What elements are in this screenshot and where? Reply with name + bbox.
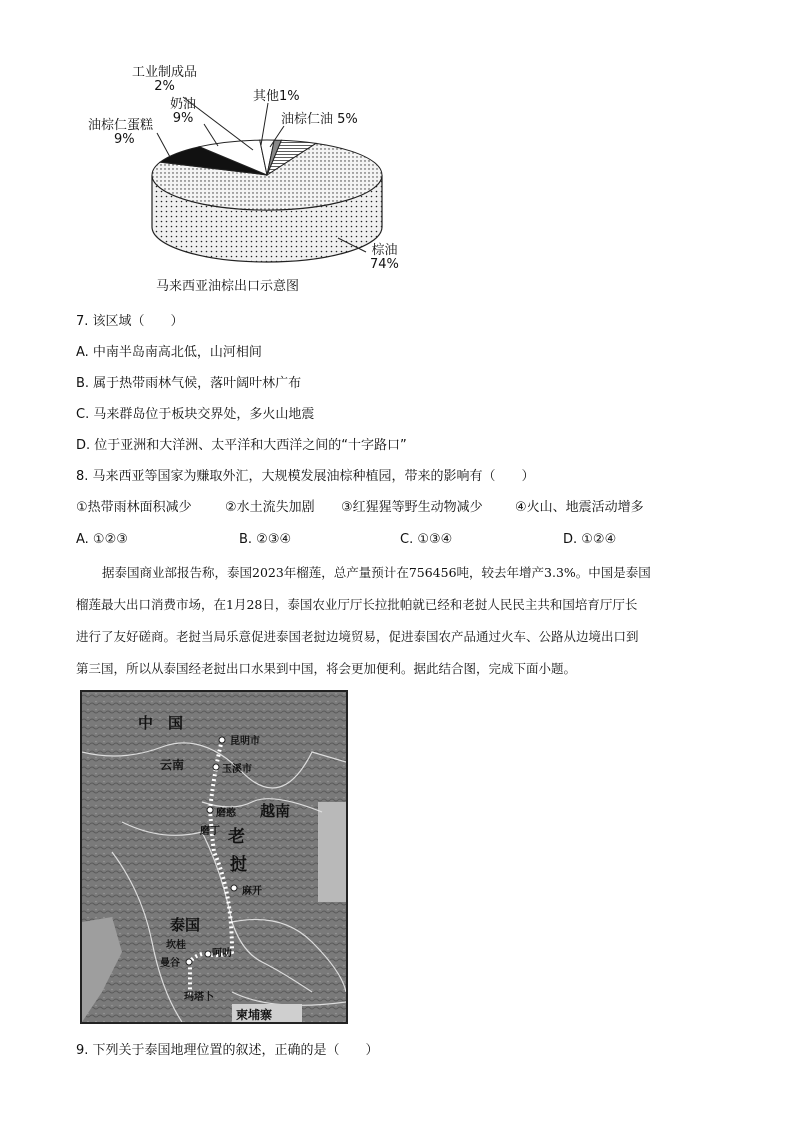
label-butter-value: 9% xyxy=(172,111,194,126)
q7-option-b: B. 属于热带雨林气候，落叶阔叶林广布 xyxy=(76,376,302,391)
q9-stem: 9. 下列关于泰国地理位置的叙述，正确的是（ ） xyxy=(76,1043,379,1058)
map-label-bangkok: 曼谷 xyxy=(160,958,180,969)
map-terrain xyxy=(82,692,346,1022)
q7-option-d: D. 位于亚洲和大洋洲、太平洋和大西洋之间的“十字路口” xyxy=(76,438,407,453)
map-label-cambodia: 柬埔寨 xyxy=(236,1008,273,1022)
map-label-mohan: 磨憨 xyxy=(216,808,236,819)
q7-option-a: A. 中南半岛南高北低，山河相间 xyxy=(76,345,262,360)
map-label-boten: 磨丁 xyxy=(200,826,220,837)
map-label-maptaphut: 玛塔卜 xyxy=(184,992,214,1003)
label-other-name: 其他 xyxy=(253,89,280,104)
label-cake-value: 9% xyxy=(114,132,135,147)
q8-item-1: ①热带雨林面积减少 xyxy=(76,500,192,515)
q7-option-c: C. 马来群岛位于板块交界处，多火山地震 xyxy=(76,407,315,422)
map-label-vientiane: 麻开 xyxy=(242,886,262,897)
label-industrial-name: 工业制成品 xyxy=(132,65,198,80)
map-label-thailand: 泰国 xyxy=(170,916,201,934)
q7-stem: 7. 该区域（ ） xyxy=(76,314,184,329)
map-label-laos-1: 老 xyxy=(228,827,245,847)
passage-line-1: 据泰国商业部报告称，泰国2023年榴莲，总产量预计在756456吨，较去年增产3.3%。中国是泰国 xyxy=(102,565,651,580)
map-label-vietnam: 越南 xyxy=(260,802,291,820)
label-butter-name: 奶油 xyxy=(170,97,197,112)
q8-item-3: ③红猩猩等野生动物减少 xyxy=(341,500,483,515)
map-label-yuxi: 玉溪市 xyxy=(222,764,252,775)
q8-item-4: ④火山、地震活动增多 xyxy=(515,500,644,515)
q8-choice-a: A. ①②③ xyxy=(76,532,128,547)
q8-choice-c: C. ①③④ xyxy=(400,532,453,547)
passage xyxy=(76,557,726,685)
map-label-laos-2: 挝 xyxy=(230,855,247,875)
label-kernel-oil-name: 油棕仁油 xyxy=(281,112,334,127)
chart-caption: 马来西亚油棕出口示意图 xyxy=(156,279,300,294)
railway-map xyxy=(80,690,348,1024)
label-kernel-oil-value: 5% xyxy=(337,112,358,127)
q8-item-2: ②水土流失加剧 xyxy=(225,500,315,515)
q8-choice-d: D. ①②④ xyxy=(563,532,617,547)
label-palm-oil-name: 棕油 xyxy=(371,243,398,258)
passage-line-4: 第三国，所以从泰国经老挝出口水果到中国，将会更加便利。据此结合图，完成下面小题。 xyxy=(76,661,577,676)
map-label-china: 中 国 xyxy=(138,714,184,732)
label-cake-name: 油棕仁蛋糕 xyxy=(88,118,154,133)
map-label-yunnan: 云南 xyxy=(160,758,185,772)
map-label-kaeng: 坎桂 xyxy=(166,940,186,951)
leader-lines xyxy=(0,0,794,300)
label-other-value: 1% xyxy=(279,89,300,104)
passage-line-2: 榴莲最大出口消费市场，在1月28日，泰国农业厅厅长拉批帕就已经和老挝人民民主共和国培育厅厅长 xyxy=(76,597,638,612)
map-label-hekou: 呵叻 xyxy=(212,948,232,959)
q8-stem: 8. 马来西亚等国家为赚取外汇，大规模发展油棕种植园，带来的影响有（ ） xyxy=(76,469,535,484)
label-industrial-value: 2% xyxy=(154,79,175,94)
map-label-kunming: 昆明市 xyxy=(230,736,260,747)
label-palm-oil-value: 74% xyxy=(370,257,399,272)
passage-line-3: 进行了友好磋商。老挝当局乐意促进泰国老挝边境贸易，促进泰国农产品通过火车、公路从边境出口到 xyxy=(76,629,639,644)
q8-choice-b: B. ②③④ xyxy=(239,532,292,547)
